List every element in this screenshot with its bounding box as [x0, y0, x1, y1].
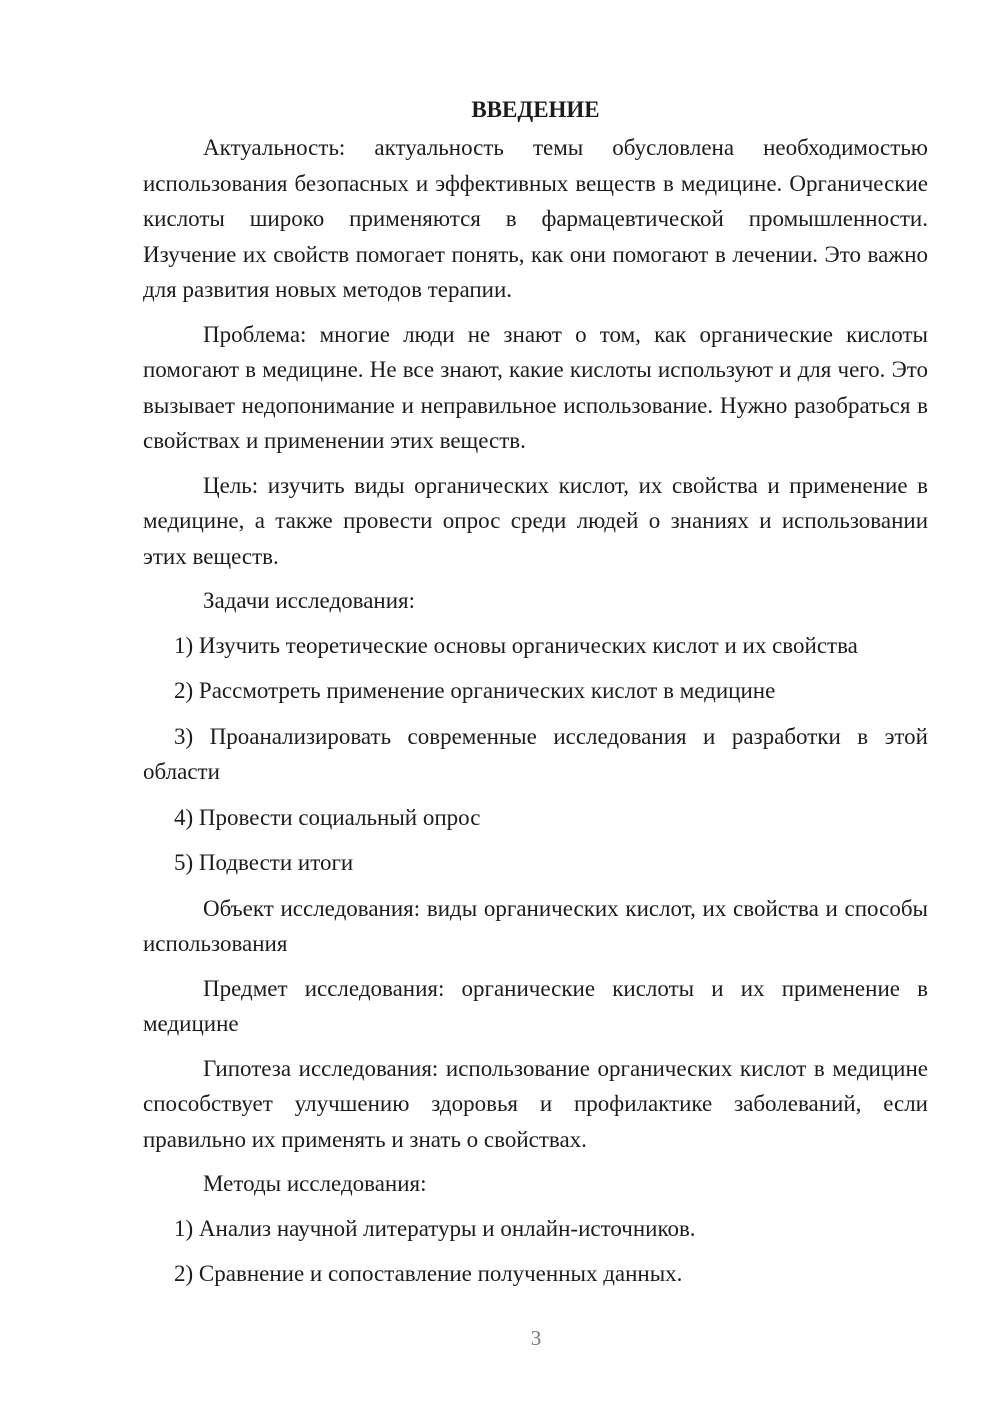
- document-page: [143, 92, 928, 1302]
- task-item: 4) Провести социальный опрос: [174, 804, 481, 830]
- methods-heading: Методы исследования:: [203, 1171, 427, 1196]
- subject-paragraph: Предмет исследования: органические кислоты и их применение в медицине: [143, 975, 928, 1036]
- tasks-heading: Задачи исследования:: [203, 588, 416, 613]
- problem-paragraph: Проблема: многие люди не знают о том, как органические кислоты помогают в медицине. Не все знают, какие кислоты используют и для чего. Это вызывает недопонимание и неправильное использование. Нужно разобраться в свойствах и применении этих веществ.: [143, 321, 928, 453]
- task-item: 3) Проанализировать современные исследования и разработки в этой области: [143, 723, 928, 784]
- object-paragraph: Объект исследования: виды органических кислот, их свойства и способы использования: [143, 895, 928, 956]
- method-item: 1) Анализ научной литературы и онлайн-источников.: [174, 1215, 696, 1241]
- page-number: 3: [530, 1326, 542, 1350]
- task-item: 5) Подвести итоги: [174, 850, 354, 875]
- goal-paragraph: Цель: изучить виды органических кислот, их свойства и применение в медицине, а также провести опрос среди людей о знаниях и использовании этих веществ.: [143, 472, 928, 569]
- section-heading: ВВЕДЕНИЕ: [471, 97, 600, 122]
- task-item: 1) Изучить теоретические основы органических кислот и их свойства: [174, 632, 858, 658]
- relevance-paragraph: Актуальность: актуальность темы обусловлена необходимостью использования безопасных и эффективных веществ в медицине. Органические кислоты широко применяются в фармацевтической промышленности. Изучение их свойств помогает понять, как они помогают в лечении. Это важно для развития новых методов терапии.: [143, 135, 928, 302]
- hypothesis-paragraph: Гипотеза исследования: использование органических кислот в медицине способствует улучшению здоровья и профилактике заболеваний, если правильно их применять и знать о свойствах.: [143, 1055, 928, 1152]
- method-item: 2) Сравнение и сопоставление полученных данных.: [174, 1261, 683, 1286]
- task-item: 2) Рассмотреть применение органических кислот в медицине: [174, 678, 776, 703]
